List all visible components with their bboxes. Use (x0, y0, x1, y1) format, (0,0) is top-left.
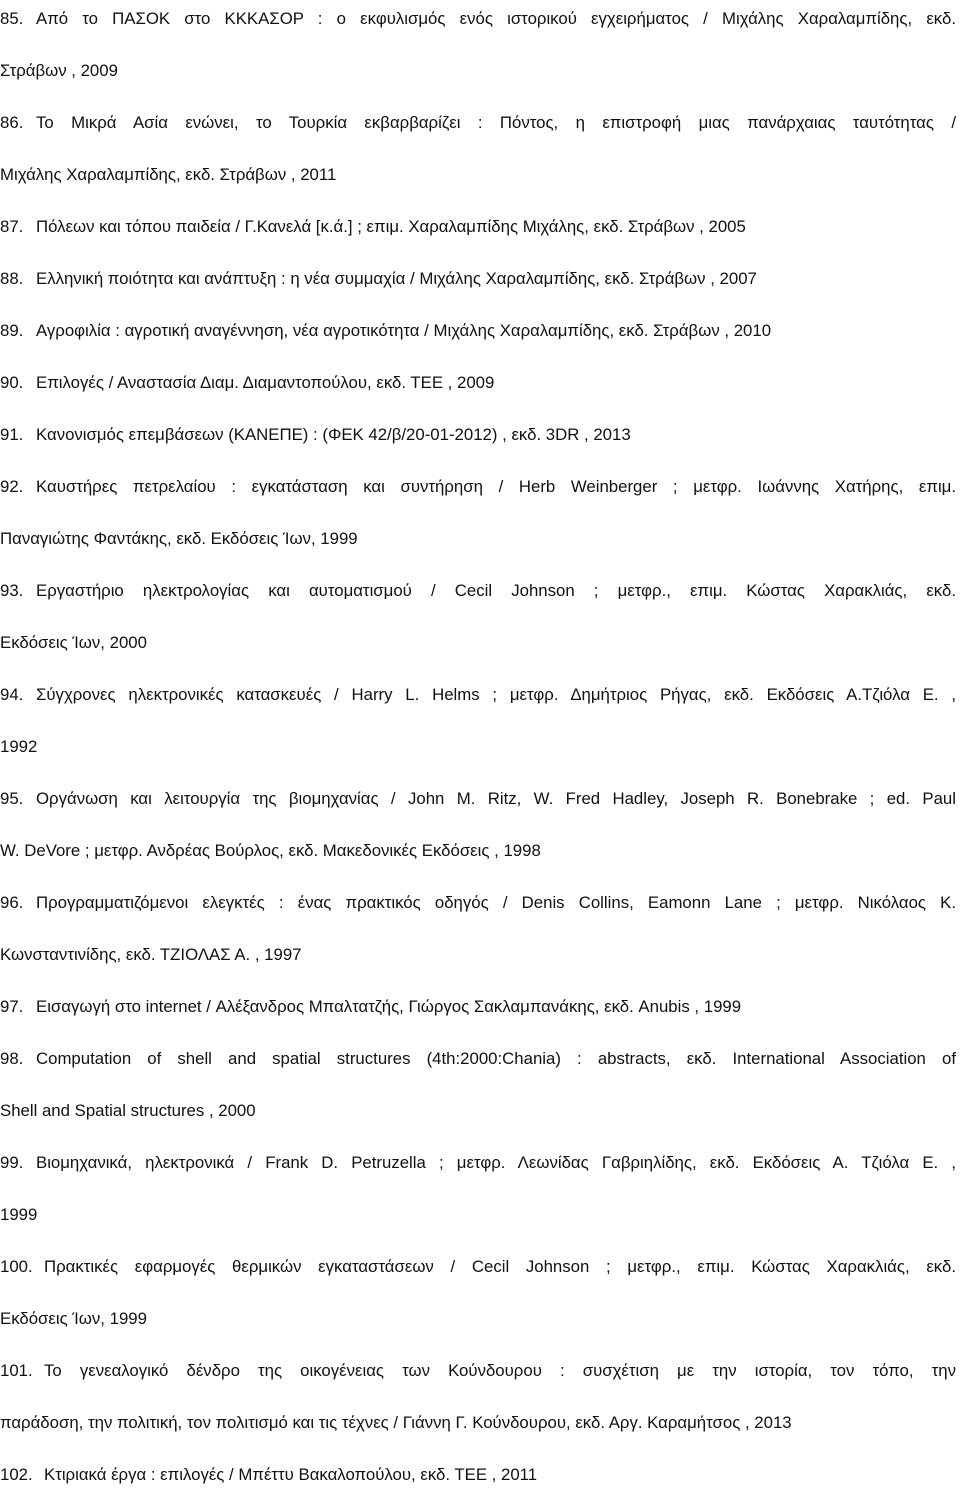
entry-line: Κανονισμός επεμβάσεων (ΚΑΝΕΠΕ) : (ΦΕΚ 42/β/20-01-2012) , εκδ. 3DR , 2013 (36, 425, 631, 444)
bibliography-entry (0, 305, 958, 357)
bibliography-entry (0, 877, 958, 981)
bibliography-entry (0, 409, 958, 461)
entry-number: 89. (0, 321, 24, 340)
entry-line: παράδοση, την πολιτική, τον πολιτισμό και τις τέχνες / Γιάννη Γ. Κούνδουρου, εκδ. Αργ. Καραμήτσος , 2013 (0, 1413, 792, 1432)
bibliography-entry (0, 1345, 958, 1449)
bibliography-entry (0, 253, 958, 305)
entry-number: 85. (0, 9, 24, 28)
entry-line: Παναγιώτης Φαντάκης, εκδ. Εκδόσεις Ίων, 1999 (0, 529, 358, 548)
entry-line: Προγραμματιζόμενοι ελεγκτές : ένας πρακτικός οδηγός / Denis Collins, Eamonn Lane ; μετφρ. Νικόλαος Κ. (36, 893, 956, 912)
entry-line: Από το ΠΑΣΟΚ στο ΚΚΚΑΣΟΡ : ο εκφυλισμός ενός ιστορικού εγχειρήματος / Μιχάλης Χαραλαμπίδης, εκδ. (36, 9, 956, 28)
entry-line: Στράβων , 2009 (0, 61, 118, 80)
bibliography-entry (0, 357, 958, 409)
entry-line: Σύγχρονες ηλεκτρονικές κατασκευές / Harry L. Helms ; μετφρ. Δημήτριος Ρήγας, εκδ. Εκδόσεις Α.Τζιόλα Ε. , (36, 685, 956, 704)
entry-number: 99. (0, 1153, 24, 1172)
entry-number: 101. (0, 1361, 33, 1380)
entry-line: Shell and Spatial structures , 2000 (0, 1101, 256, 1120)
entry-number: 97. (0, 997, 24, 1016)
entry-line: Πρακτικές εφαρμογές θερμικών εγκαταστάσεων / Cecil Johnson ; μετφρ., επιμ. Κώστας Χαρακλιάς, εκδ. (44, 1257, 956, 1276)
entry-line: Computation of shell and spatial structures (4th:2000:Chania) : abstracts, εκδ. International Association of (36, 1049, 956, 1068)
bibliography-entry (0, 1137, 958, 1241)
entry-line: Κτιριακά έργα : επιλογές / Μπέττυ Βακαλοπούλου, εκδ. ΤΕΕ , 2011 (44, 1465, 538, 1484)
bibliography-entry (0, 981, 958, 1033)
entry-line: Το Μικρά Ασία ενώνει, το Τουρκία εκβαρβαρίζει : Πόντος, η επιστροφή μιας πανάρχαιας ταυτότητας / (36, 113, 956, 132)
bibliography-entry (0, 1033, 958, 1137)
entry-line: Κωνσταντινίδης, εκδ. ΤΖΙΟΛΑΣ Α. , 1997 (0, 945, 302, 964)
entry-line: Επιλογές / Αναστασία Διαμ. Διαμαντοπούλου, εκδ. ΤΕΕ , 2009 (36, 373, 495, 392)
entry-number: 95. (0, 789, 24, 808)
entry-line: Οργάνωση και λειτουργία της βιομηχανίας / John M. Ritz, W. Fred Hadley, Joseph R. Bonebrake ; ed. Paul (36, 789, 956, 808)
bibliography-entry (0, 565, 958, 669)
entry-line: Μιχάλης Χαραλαμπίδης, εκδ. Στράβων , 2011 (0, 165, 337, 184)
entry-number: 102. (0, 1465, 33, 1484)
bibliography-entry (0, 1241, 958, 1345)
entry-number: 86. (0, 113, 24, 132)
entry-line: 1992 (0, 737, 38, 756)
entry-number: 90. (0, 373, 24, 392)
entry-number: 98. (0, 1049, 24, 1068)
bibliography-entry (0, 1449, 958, 1501)
entry-text (44, 1449, 958, 1501)
entry-text (36, 305, 958, 357)
bibliography-entry (0, 461, 958, 565)
entry-number: 91. (0, 425, 24, 444)
entry-line: Εκδόσεις Ίων, 2000 (0, 633, 147, 652)
entry-number: 88. (0, 269, 24, 288)
entry-text (36, 201, 958, 253)
entry-line: Εκδόσεις Ίων, 1999 (0, 1309, 147, 1328)
entry-line: Εισαγωγή στο internet / Αλέξανδρος Μπαλτατζής, Γιώργος Σακλαμπανάκης, εκδ. Anubis , 1999 (36, 997, 742, 1016)
entry-text (36, 357, 958, 409)
entry-line: Το γενεαλογικό δένδρο της οικογένειας των Κούνδουρου : συσχέτιση με την ιστορία, τον τόπο, την (44, 1361, 956, 1380)
entry-line: W. DeVore ; μετφρ. Ανδρέας Βούρλος, εκδ. Μακεδονικές Εκδόσεις , 1998 (0, 841, 541, 860)
entry-number: 96. (0, 893, 24, 912)
entry-number: 93. (0, 581, 24, 600)
entry-number: 94. (0, 685, 24, 704)
entry-text (36, 253, 958, 305)
bibliography-entry (0, 669, 958, 773)
entry-text (36, 409, 958, 461)
entry-number: 92. (0, 477, 24, 496)
entry-line: Καυστήρες πετρελαίου : εγκατάσταση και συντήρηση / Herb Weinberger ; μετφρ. Ιωάννης Χατήρης, επιμ. (36, 477, 956, 496)
bibliography-entry (0, 773, 958, 877)
entry-line: Πόλεων και τόπου παιδεία / Γ.Κανελά [κ.ά.] ; επιμ. Χαραλαμπίδης Μιχάλης, εκδ. Στράβων , 2005 (36, 217, 746, 236)
entry-number: 87. (0, 217, 24, 236)
entry-number: 100. (0, 1257, 33, 1276)
entry-line: Βιομηχανικά, ηλεκτρονικά / Frank D. Petruzella ; μετφρ. Λεωνίδας Γαβριηλίδης, εκδ. Εκδόσεις Α. Τζιόλα Ε. , (36, 1153, 956, 1172)
bibliography-entry (0, 201, 958, 253)
entry-line: 1999 (0, 1205, 38, 1224)
entry-line: Εργαστήριο ηλεκτρολογίας και αυτοματισμού / Cecil Johnson ; μετφρ., επιμ. Κώστας Χαρακλιάς, εκδ. (36, 581, 956, 600)
entry-text (36, 981, 958, 1033)
entry-line: Αγροφιλία : αγροτική αναγέννηση, νέα αγροτικότητα / Μιχάλης Χαραλαμπίδης, εκδ. Στράβων , 2010 (36, 321, 772, 340)
entry-line: Ελληνική ποιότητα και ανάπτυξη : η νέα συμμαχία / Μιχάλης Χαραλαμπίδης, εκδ. Στράβων , 2007 (36, 269, 757, 288)
bibliography-entry (0, 97, 958, 201)
bibliography-entry (0, 0, 958, 97)
entry-text (0, 1137, 958, 1241)
